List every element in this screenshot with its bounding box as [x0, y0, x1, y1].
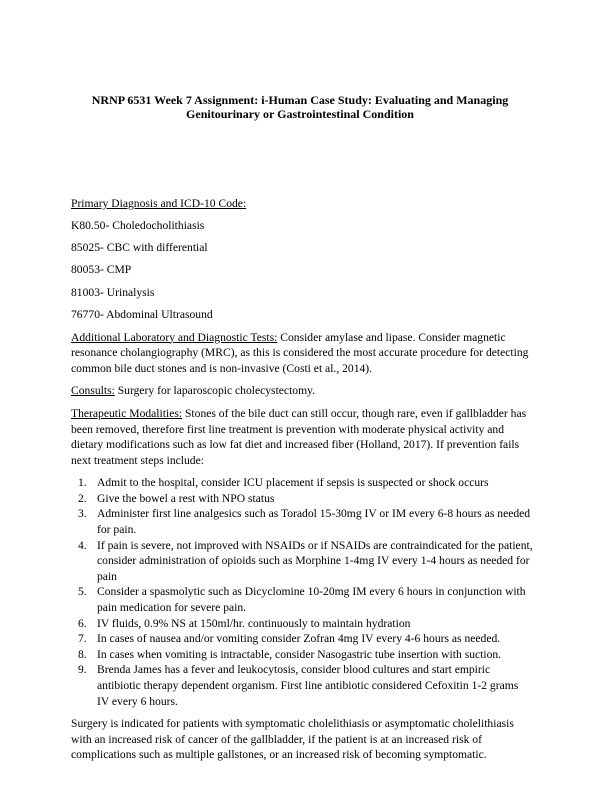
surgery-paragraph: Surgery is indicated for patients with symptomatic cholelithiasis or asymptomatic cholelithiasis with an increased risk of cancer of the gallbladder, if the patient is at an increased risk of complications such as multiple gallstones, or an increased risk of becoming symptomatic. [71, 717, 514, 762]
consults-text: Surgery for laparoscopic cholecystectomy. [114, 384, 316, 398]
list-item-number: 3. [78, 507, 87, 521]
list-item-number: 2. [78, 491, 87, 505]
code-line: 80053- CMP [71, 263, 132, 277]
list-item [71, 538, 533, 585]
list-item-number: 9. [78, 663, 87, 677]
list-item-text: In cases when vomiting is intractable, consider Nasogastric tube insertion with suction. [97, 647, 502, 661]
list-item [71, 506, 533, 537]
therapeutic-text: Stones of the bile duct can still occur, though rare, even if gallbladder has been removed, therefore first line treatment is prevention with moderate physical activity and dietary modifications such as low fat diet and increased fiber (Holland, 2017). If prevention fails next treatment steps include: [71, 406, 527, 467]
document-title [70, 94, 530, 121]
code-line: K80.50- Choledocholithiasis [71, 218, 205, 232]
list-item [71, 491, 533, 507]
therapeutic-paragraph [71, 406, 533, 468]
list-item [71, 647, 533, 663]
list-item-text: If pain is severe, not improved with NSAIDs or if NSAIDs are contraindicated for the patient, consider administration of opioids such as Morphine 1-4mg IV every 1-4 hours as needed for pain [97, 538, 533, 583]
list-item-number: 6. [78, 616, 87, 630]
title-line-1: NRNP 6531 Week 7 Assignment: i-Human Case Study: Evaluating and Managing [91, 93, 509, 107]
list-item [71, 631, 533, 647]
code-line: 76770- Abdominal Ultrasound [71, 308, 213, 322]
list-item-number: 8. [78, 647, 87, 661]
primary-diagnosis-label: Primary Diagnosis and ICD-10 Code: [71, 197, 247, 210]
list-item-text: Administer first line analgesics such as Toradol 15-30mg IV or IM every 6-8 hours as needed for pain. [97, 507, 531, 537]
title-line-2: Genitourinary or Gastrointestinal Condition [186, 106, 414, 121]
document-body [71, 196, 533, 770]
list-item [71, 616, 533, 632]
additional-tests-paragraph [71, 330, 533, 377]
therapeutic-label: Therapeutic Modalities: [71, 406, 183, 420]
treatment-steps-list [71, 475, 533, 709]
list-item-number: 4. [78, 538, 87, 552]
list-item [71, 475, 533, 491]
list-item [71, 584, 533, 615]
consults-paragraph [71, 383, 533, 399]
additional-tests-text: Consider amylase and lipase. Consider magnetic resonance cholangiography (MRC), as this is considered the most accurate procedure for detecting common bile duct stones and is non-invasive (Costi et al., 2014). [71, 330, 529, 375]
additional-tests-label: Additional Laboratory and Diagnostic Tests: [71, 330, 278, 344]
list-item-text: Consider a spasmolytic such as Dicyclomine 10-20mg IM every 6 hours in conjunction with pain medication for severe pain. [97, 585, 526, 615]
list-item-text: IV fluids, 0.9% NS at 150ml/hr. continuously to maintain hydration [97, 616, 411, 630]
list-item-text: In cases of nausea and/or vomiting consider Zofran 4mg IV every 4-6 hours as needed. [97, 632, 501, 646]
list-item [71, 662, 533, 709]
list-item-text: Admit to the hospital, consider ICU placement if sepsis is suspected or shock occurs [97, 476, 489, 490]
list-item-number: 1. [78, 476, 87, 490]
code-line: 81003- Urinalysis [71, 285, 155, 299]
list-item-text: Give the bowel a rest with NPO status [97, 491, 275, 505]
primary-diagnosis-heading [71, 196, 533, 212]
consults-label: Consults: [71, 384, 115, 398]
code-line: 85025- CBC with differential [71, 240, 208, 254]
list-item-number: 7. [78, 632, 87, 646]
list-item-number: 5. [78, 585, 87, 599]
list-item-text: Brenda James has a fever and leukocytosis, consider blood cultures and start empiric antibiotic therapy dependent organism. First line antibiotic considered Cefoxitin 1-2 grams IV every 6 hours. [97, 663, 519, 708]
